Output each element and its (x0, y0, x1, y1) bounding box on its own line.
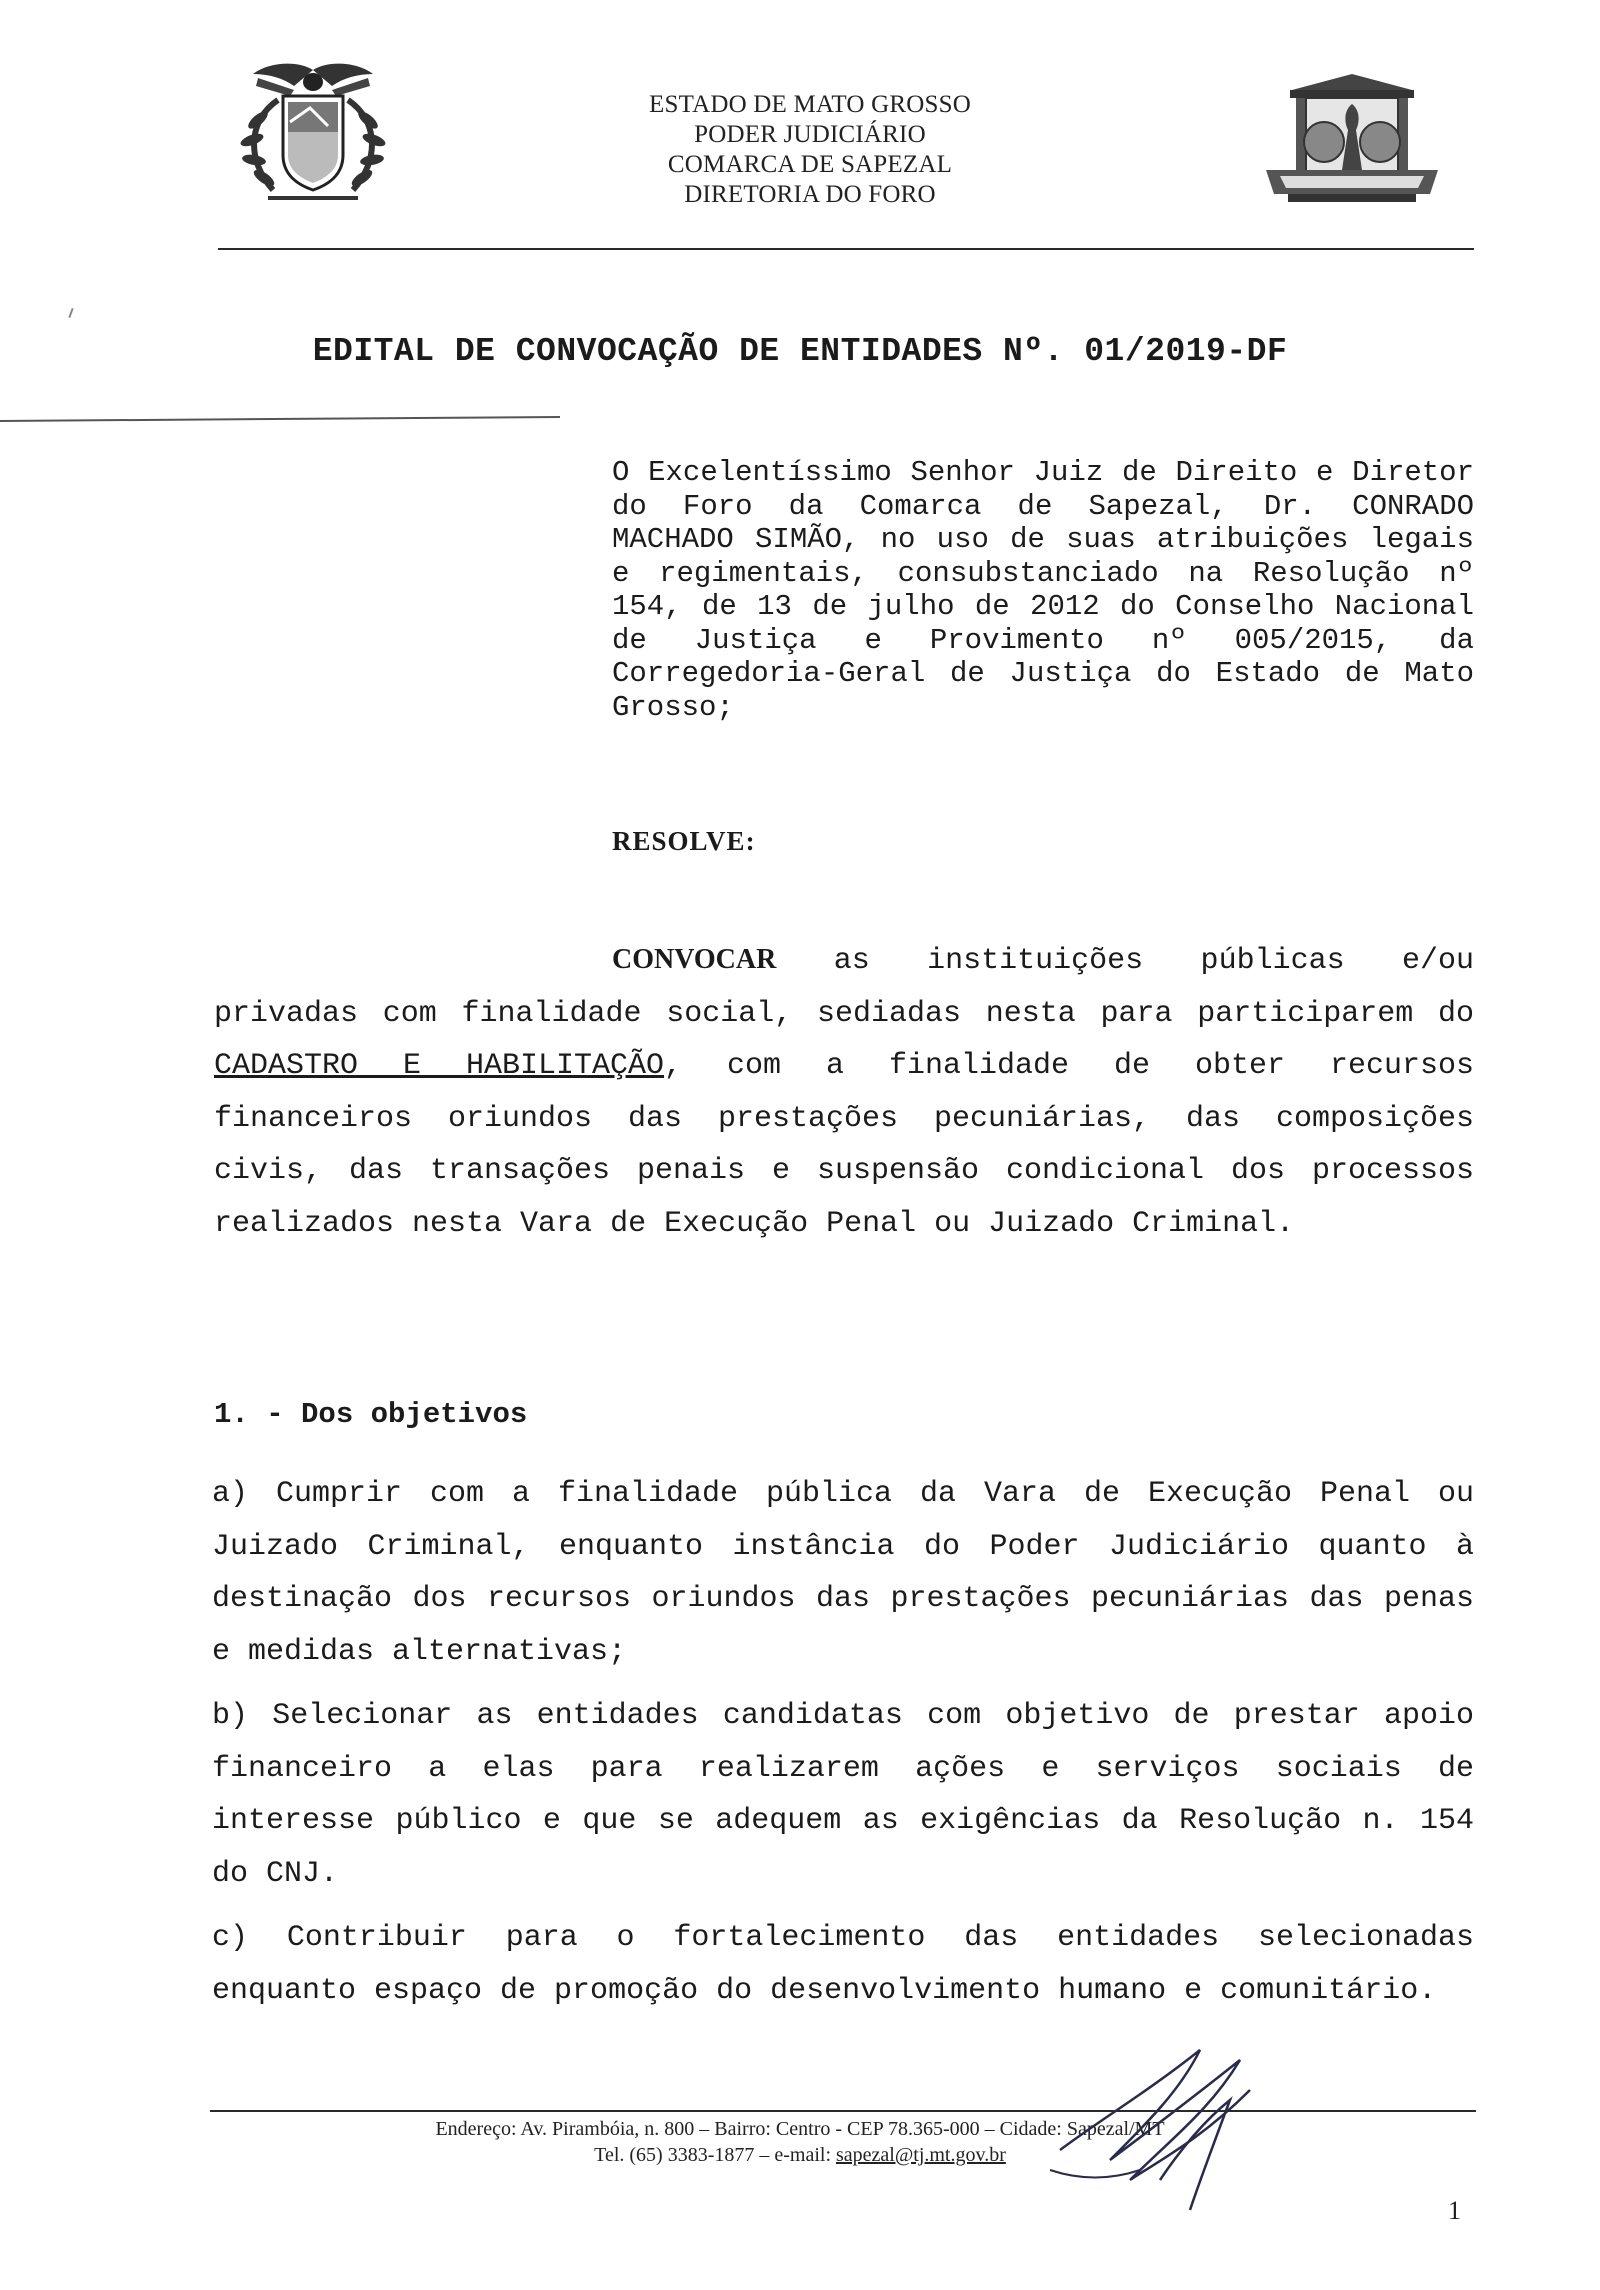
document-title: EDITAL DE CONVOCAÇÃO DE ENTIDADES Nº. 01/2019-DF (312, 333, 1288, 370)
footer-phone-line (0, 2142, 1600, 2168)
footer-email-link[interactable]: sapezal@tj.mt.gov.br (836, 2144, 1006, 2166)
convocation-text-part2: , com a finalidade de obter recursos financeiros oriundos das prestações pecuniárias, das composições civis, das transações penais e suspensão condicional dos processos realizados nesta Vara de Execução Penal ou Juizado Criminal. (214, 1049, 1474, 1241)
handwritten-signature (1040, 2030, 1280, 2220)
page-number: 1 (1448, 2196, 1461, 2225)
judiciary-seal-icon (1262, 70, 1442, 215)
scan-artifact-line (0, 416, 560, 422)
header-divider (218, 248, 1474, 250)
section-objectives-heading: 1. - Dos objetivos (214, 1398, 528, 1431)
objective-item-a: a) Cumprir com a finalidade pública da Vara de Execução Penal ou Juizado Criminal, enquanto instância do Poder Judiciário quanto à destinação dos recursos oriundos das prestações pecuniárias das penas e medidas alternativas; (212, 1477, 1474, 1669)
resolve-heading: RESOLVE: (612, 826, 756, 856)
convocation-text-part1: as instituições públicas e/ou privadas com finalidade social, sediadas nesta para participarem do (214, 944, 1474, 1031)
mato-grosso-coat-of-arms-icon (228, 60, 398, 210)
convocar-keyword: CONVOCAR (612, 944, 777, 975)
footer-address: Endereço: Av. Pirambóia, n. 800 – Bairro: Centro - CEP 78.365-000 – Cidade: Sapezal/MT (435, 2118, 1165, 2140)
footer-divider (210, 2110, 1476, 2112)
header-line-judiciary: PODER JUDICIÁRIO (694, 121, 926, 148)
scan-mark (68, 308, 73, 318)
preamble-paragraph: O Excelentíssimo Senhor Juiz de Direito e Diretor do Foro da Comarca de Sapezal, Dr. CONRADO MACHADO SIMÃO, no uso de suas atribuições legais e regimentais, consubstanciado na Resolução nº 154, de 13 de julho de 2012 do Conselho Nacional de Justiça e Provimento nº 005/2015, da Corregedoria-Geral de Justiça do Estado de Mato Grosso; (612, 456, 1474, 724)
footer-phone: Tel. (65) 3383-1877 – e-mail: (594, 2144, 836, 2166)
objective-item-c: c) Contribuir para o fortalecimento das entidades selecionadas enquanto espaço de promoção do desenvolvimento humano e comunitário. (212, 1921, 1474, 2008)
cadastro-habilitacao-text: CADASTRO E HABILITAÇÃO (214, 1049, 665, 1083)
header-line-comarca: COMARCA DE SAPEZAL (667, 151, 953, 178)
convocation-paragraph (214, 934, 1474, 1250)
header-institution (560, 90, 1060, 210)
footer-contact (0, 2116, 1600, 2168)
header-line-directorate: DIRETORIA DO FORO (684, 181, 936, 208)
header-line-state: ESTADO DE MATO GROSSO (649, 91, 971, 118)
objective-item-b: b) Selecionar as entidades candidatas com objetivo de prestar apoio financeiro a elas para realizarem ações e serviços sociais de interesse público e que se adequem as exigências da Resolução n. 154 do CNJ. (212, 1699, 1474, 1891)
